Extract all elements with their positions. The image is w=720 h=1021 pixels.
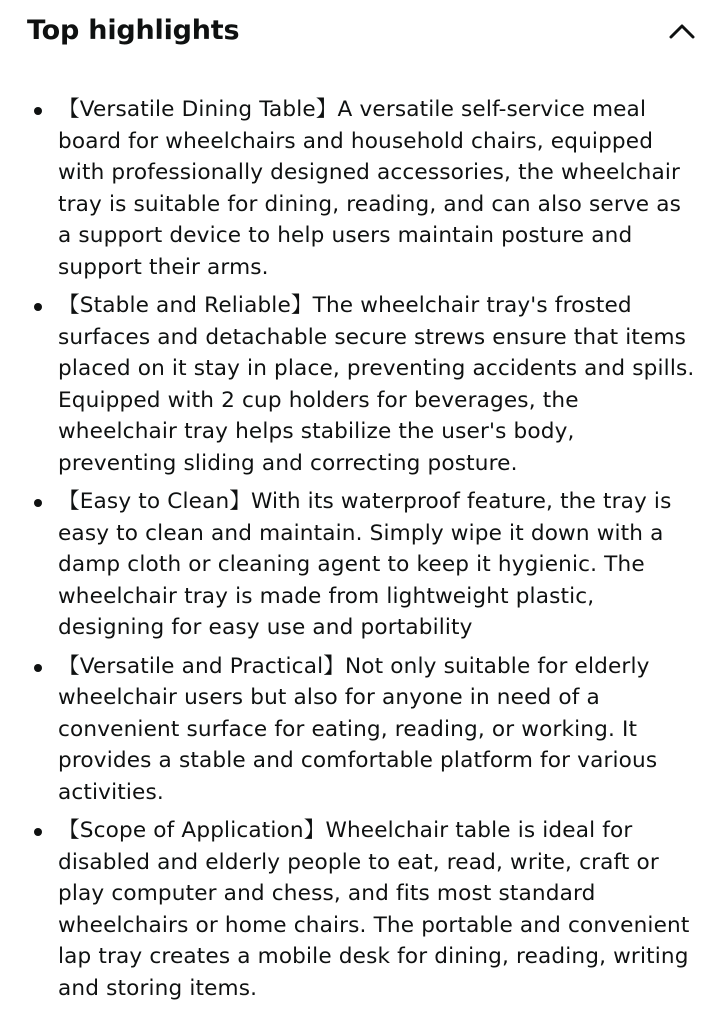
list-item	[0, 290, 698, 479]
highlight-text: 【Stable and Reliable】The wheelchair tray's frosted surfaces and detachable secure strews ensure that items placed on it stay in place, preventing accidents and spills. Equipped with 2 cup holders for beverages, the wheelchair tray helps stabilize the user's body, preventing sliding and correcting posture.	[58, 293, 695, 476]
bullet-icon	[34, 664, 42, 672]
bullet-icon	[34, 499, 42, 507]
chevron-up-icon	[669, 23, 695, 39]
bullet-icon	[34, 828, 42, 836]
list-item	[0, 486, 698, 644]
highlight-text: 【Scope of Application】Wheelchair table is ideal for disabled and elderly people to eat, read, write, craft or play computer and chess, and fits most standard wheelchairs or home chairs. The portable and convenient lap tray creates a mobile desk for dining, reading, writing and storing items.	[58, 818, 690, 1001]
list-item	[0, 94, 698, 283]
collapse-button[interactable]	[666, 16, 698, 46]
section-title: Top highlights	[27, 15, 240, 46]
bullet-icon	[34, 107, 42, 115]
highlights-list	[0, 94, 698, 1011]
list-item	[0, 815, 698, 1004]
highlight-text: 【Versatile Dining Table】A versatile self-service meal board for wheelchairs and household chairs, equipped with professionally designed accessories, the wheelchair tray is suitable for dining, reading, and can also serve as a support device to help users maintain posture and support their arms.	[58, 97, 682, 280]
list-item	[0, 651, 698, 809]
section-header[interactable]	[0, 0, 720, 62]
highlight-text: 【Easy to Clean】With its waterproof feature, the tray is easy to clean and maintain. Simply wipe it down with a damp cloth or cleaning agent to keep it hygienic. The wheelchair tray is made from lightweight plastic, designing for easy use and portability	[58, 489, 672, 640]
bullet-icon	[34, 303, 42, 311]
highlight-text: 【Versatile and Practical】Not only suitable for elderly wheelchair users but also for anyone in need of a convenient surface for eating, reading, or working. It provides a stable and comfortable platform for various activities.	[58, 653, 658, 805]
